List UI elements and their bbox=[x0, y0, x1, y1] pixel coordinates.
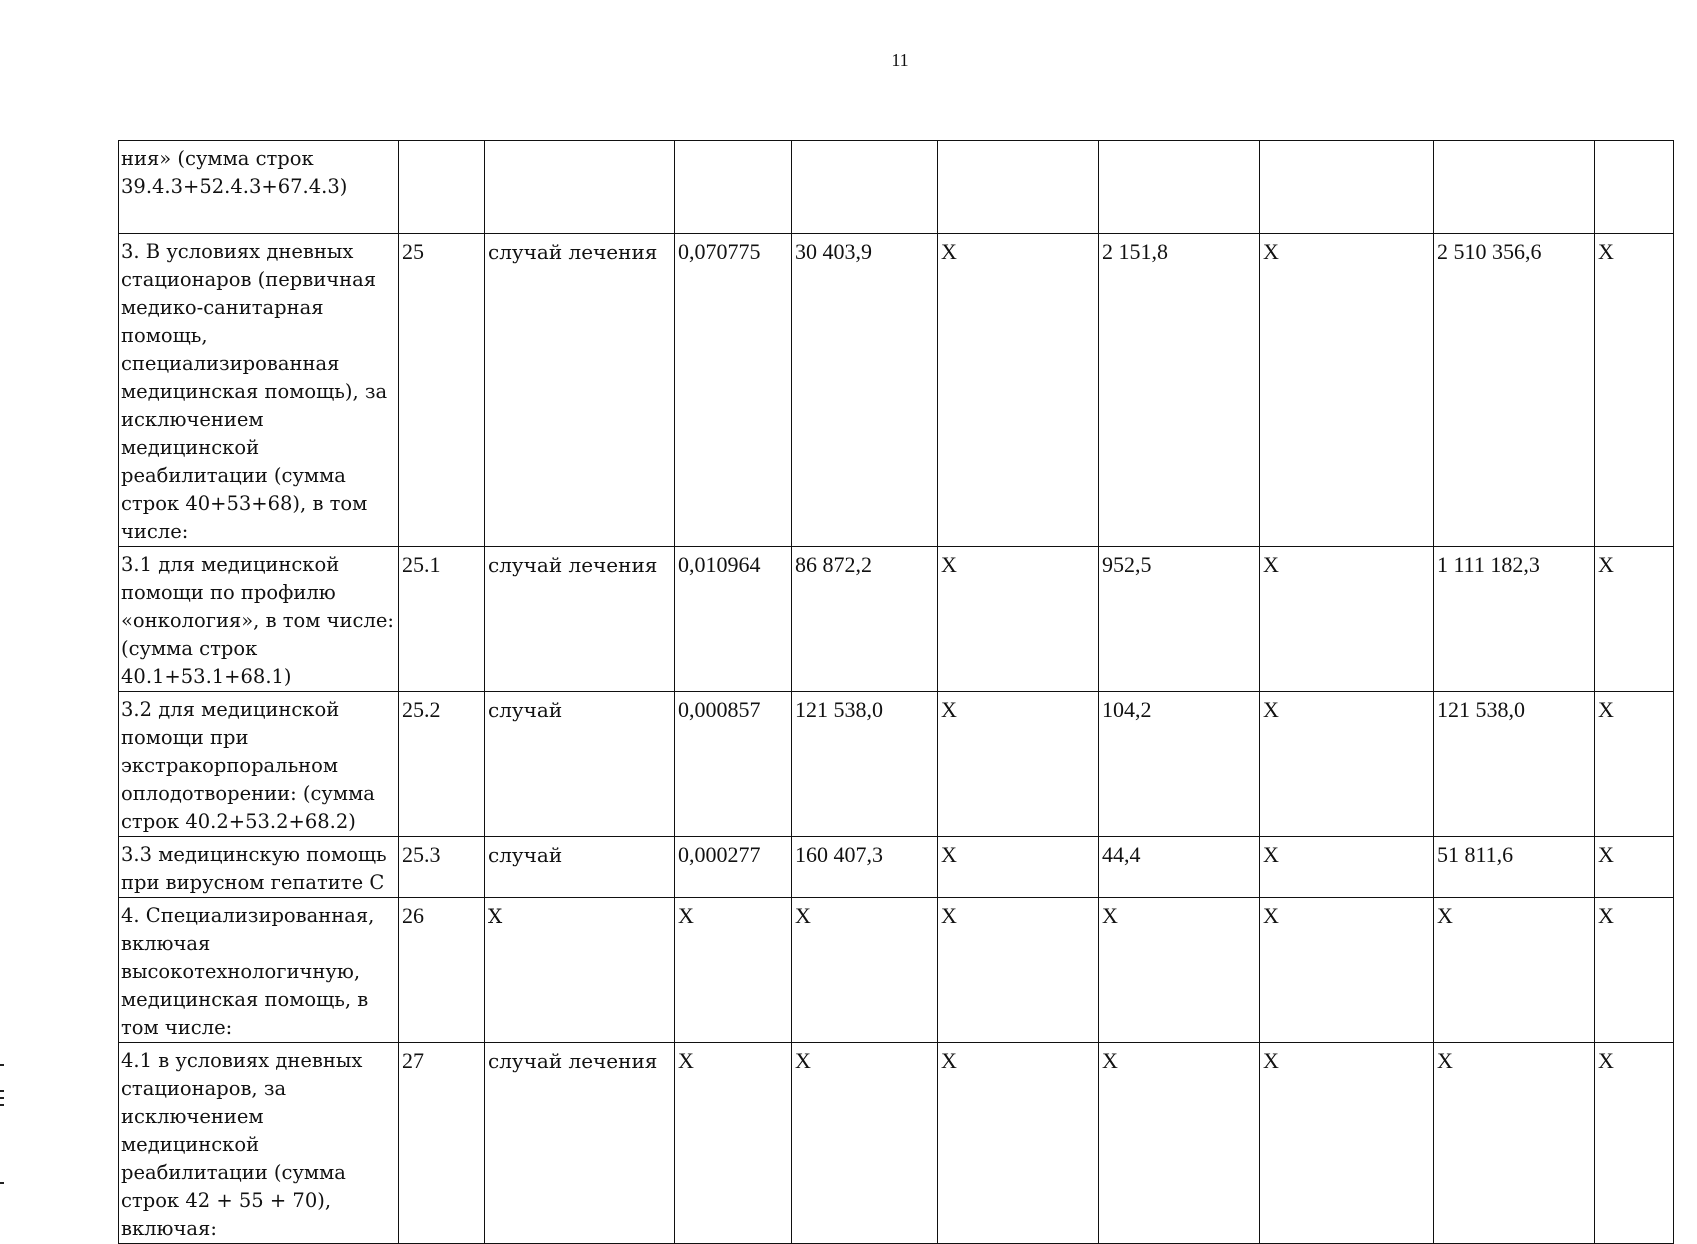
row-c5: 30 403,9 bbox=[792, 234, 938, 547]
row-description: 3.3 медицинскую помощь при вирусном гепатите С bbox=[119, 837, 399, 898]
row-c7 bbox=[1099, 141, 1260, 234]
row-c10: X bbox=[1595, 837, 1674, 898]
row-c5 bbox=[792, 141, 938, 234]
row-c4: 0,070775 bbox=[675, 234, 792, 547]
row-unit: X bbox=[485, 898, 675, 1043]
row-c8: X bbox=[1260, 692, 1434, 837]
row-c4 bbox=[675, 141, 792, 234]
margin-tick-mark bbox=[0, 1097, 4, 1099]
row-description: 4. Специализированная, включая высокотехнологичную, медицинская помощь, в том числе: bbox=[119, 898, 399, 1043]
table-row bbox=[119, 837, 1674, 898]
row-c9: 121 538,0 bbox=[1434, 692, 1595, 837]
row-c6: X bbox=[938, 547, 1099, 692]
table-row bbox=[119, 547, 1674, 692]
table-row bbox=[119, 692, 1674, 837]
row-line-number: 25.3 bbox=[399, 837, 485, 898]
row-c9: X bbox=[1434, 898, 1595, 1043]
row-unit bbox=[485, 141, 675, 234]
table-body bbox=[119, 141, 1674, 1244]
row-c7: 2 151,8 bbox=[1099, 234, 1260, 547]
row-c10: X bbox=[1595, 692, 1674, 837]
row-c8 bbox=[1260, 141, 1434, 234]
row-c4: X bbox=[675, 898, 792, 1043]
row-description: 4.1 в условиях дневных стационаров, за исключением медицинской реабилитации (сумма строк 42 + 55 + 70), включая: bbox=[119, 1043, 399, 1244]
margin-tick-mark bbox=[0, 1064, 4, 1066]
row-c9: 1 111 182,3 bbox=[1434, 547, 1595, 692]
row-line-number: 26 bbox=[399, 898, 485, 1043]
row-c5: X bbox=[792, 1043, 938, 1244]
row-c10: X bbox=[1595, 898, 1674, 1043]
row-c10: X bbox=[1595, 547, 1674, 692]
row-unit: случай лечения bbox=[485, 234, 675, 547]
row-line-number: 25.1 bbox=[399, 547, 485, 692]
row-c8: X bbox=[1260, 1043, 1434, 1244]
row-c8: X bbox=[1260, 837, 1434, 898]
row-c8: X bbox=[1260, 898, 1434, 1043]
row-unit: случай bbox=[485, 692, 675, 837]
row-unit: случай лечения bbox=[485, 547, 675, 692]
row-unit: случай лечения bbox=[485, 1043, 675, 1244]
row-c6: X bbox=[938, 692, 1099, 837]
row-line-number: 25 bbox=[399, 234, 485, 547]
row-c4: X bbox=[675, 1043, 792, 1244]
row-c4: 0,010964 bbox=[675, 547, 792, 692]
row-c5: 160 407,3 bbox=[792, 837, 938, 898]
row-c6: X bbox=[938, 898, 1099, 1043]
row-unit: случай bbox=[485, 837, 675, 898]
row-description: ния» (сумма строк 39.4.3+52.4.3+67.4.3) bbox=[119, 141, 399, 234]
row-c6: X bbox=[938, 1043, 1099, 1244]
margin-tick-mark bbox=[0, 1104, 4, 1106]
medical-care-table bbox=[118, 140, 1674, 1244]
row-c5: 86 872,2 bbox=[792, 547, 938, 692]
row-c4: 0,000857 bbox=[675, 692, 792, 837]
row-c7: 104,2 bbox=[1099, 692, 1260, 837]
row-c6 bbox=[938, 141, 1099, 234]
table-row bbox=[119, 1043, 1674, 1244]
margin-tick-mark bbox=[0, 1182, 4, 1184]
row-c6: X bbox=[938, 837, 1099, 898]
row-c8: X bbox=[1260, 547, 1434, 692]
row-c10: X bbox=[1595, 1043, 1674, 1244]
row-c7: 952,5 bbox=[1099, 547, 1260, 692]
row-line-number: 25.2 bbox=[399, 692, 485, 837]
row-line-number bbox=[399, 141, 485, 234]
row-c10: X bbox=[1595, 234, 1674, 547]
row-c4: 0,000277 bbox=[675, 837, 792, 898]
margin-tick-mark bbox=[0, 1090, 4, 1092]
table-row bbox=[119, 141, 1674, 234]
row-c10 bbox=[1595, 141, 1674, 234]
row-c6: X bbox=[938, 234, 1099, 547]
row-c7: X bbox=[1099, 1043, 1260, 1244]
row-c9: X bbox=[1434, 1043, 1595, 1244]
row-c9 bbox=[1434, 141, 1595, 234]
row-c7: X bbox=[1099, 898, 1260, 1043]
row-c8: X bbox=[1260, 234, 1434, 547]
table-row bbox=[119, 234, 1674, 547]
row-c5: 121 538,0 bbox=[792, 692, 938, 837]
row-c9: 51 811,6 bbox=[1434, 837, 1595, 898]
row-line-number: 27 bbox=[399, 1043, 485, 1244]
row-description: 3. В условиях дневных стационаров (первичная медико-санитарная помощь, специализированная медицинская помощь), за исключением медицинской реабилитации (сумма строк 40+53+68), в том числе: bbox=[119, 234, 399, 547]
row-description: 3.2 для медицинской помощи при экстракорпоральном оплодотворении: (сумма строк 40.2+53.2+68.2) bbox=[119, 692, 399, 837]
row-c7: 44,4 bbox=[1099, 837, 1260, 898]
page-number: 11 bbox=[891, 50, 909, 70]
row-description: 3.1 для медицинской помощи по профилю «онкология», в том числе: (сумма строк 40.1+53.1+68.1) bbox=[119, 547, 399, 692]
row-c9: 2 510 356,6 bbox=[1434, 234, 1595, 547]
table-row bbox=[119, 898, 1674, 1043]
row-c5: X bbox=[792, 898, 938, 1043]
